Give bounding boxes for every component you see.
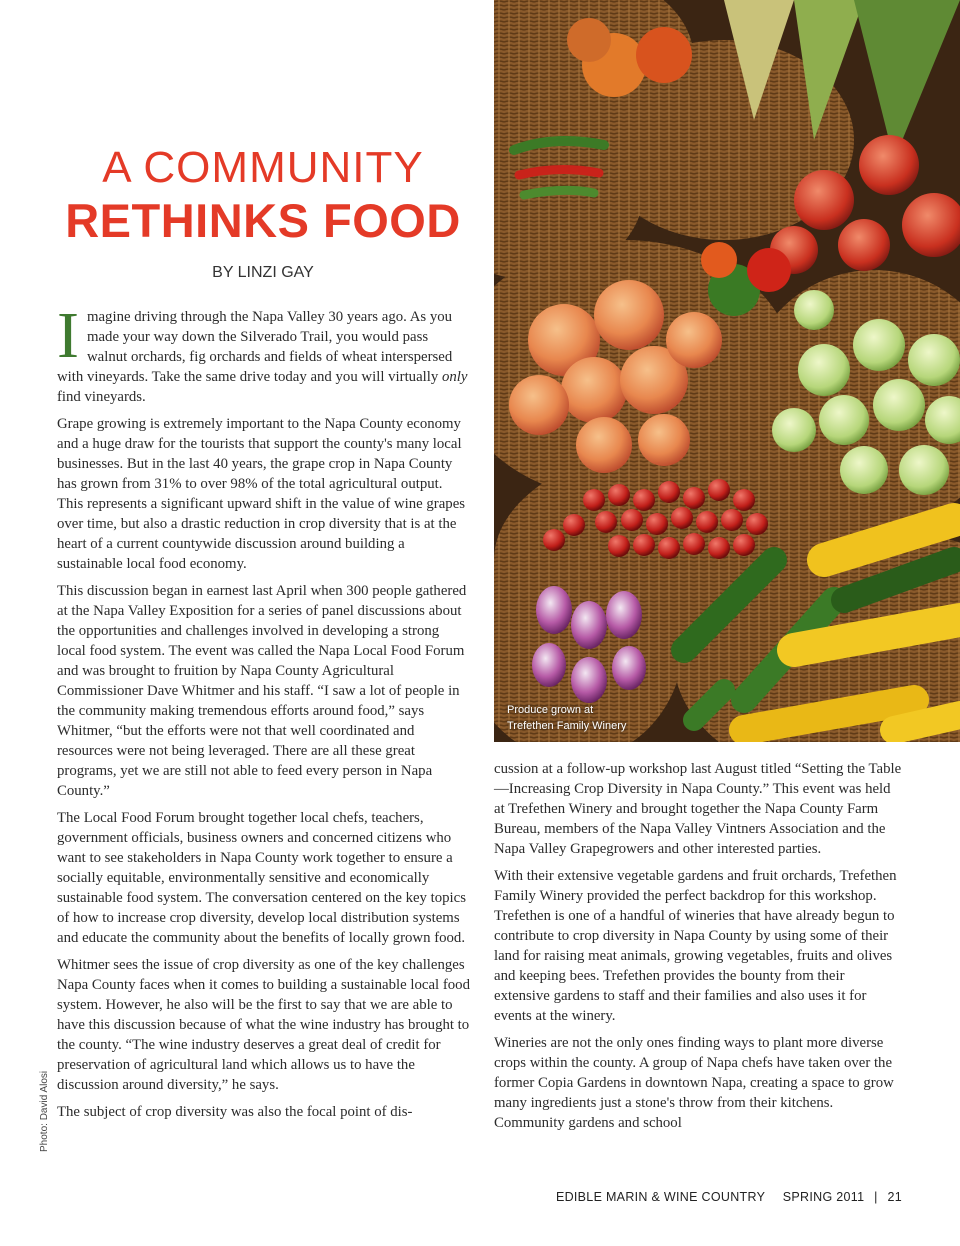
paragraph-1 (57, 299, 471, 407)
article-column-left (57, 299, 471, 1129)
paragraph-8: With their extensive vegetable gardens and fruit orchards, Trefethen Family Winery provided the perfect backdrop for this workshop. Trefethen is one of a handful of wineries that have already begun to contribute to crop diversity in Napa County by using some of their land for raising meat animals, growing vegetables, fruits and olives and keeping bees. Trefethen provides the bounty from their extensive gardens to staff and their families and also uses it for events at the winery. (494, 868, 897, 1024)
photo-caption-line-2: Trefethen Family Winery (507, 720, 627, 732)
paragraph-1-text-a: magine driving through the Napa Valley 30 years ago. As you made your way down the Silverado Trail, you would pass walnut orchards, fig orchards and fields of wheat interspersed with vineyards. Take the same drive today and you will virtually (57, 309, 453, 385)
paragraph-9: Wineries are not the only ones finding ways to plant more diverse crops within the county. A group of Napa chefs have taken over the former Copia Gardens in downtown Napa, creating a space to grow many ingredients just a stone's throw from their kitchens. Community gardens and school (494, 1035, 894, 1131)
headline-line-2: RETHINKS FOOD (65, 194, 461, 247)
photo-credit: Photo: David Alosi (39, 1070, 50, 1152)
paragraph-2: Grape growing is extremely important to the Napa County economy and a huge draw for the tourists that support the county's many local businesses. But in the last 40 years, the grape crop in Napa County has grown from 31% to over 98% of the total agricultural output. This represents a significant upward shift in the value of wine grapes over time, but also a drastic reduction in crop diversity that is at the heart of a current countywide discussion around building a sustainable local food economy. (57, 416, 466, 572)
article-column-right (494, 759, 904, 1140)
photo-caption (507, 702, 626, 734)
footer-publication: EDIBLE MARIN & WINE COUNTRY (555, 1190, 765, 1204)
paragraph-6: The subject of crop diversity was also the focal point of dis- (57, 1104, 413, 1120)
paragraph-4: The Local Food Forum brought together local chefs, teachers, government officials, business owners and concerned citizens who want to see stakeholders in Napa County work together to ensure a socially equitable, environmentally sensitive and economically sustainable food system. The conversation centered on the key topics of how to increase crop diversity, develop local distribution systems and educate the community about the benefits of locally grown food. (57, 810, 466, 946)
paragraph-3: This discussion began in earnest last April when 300 people gathered at the Napa Valley Exposition for a series of panel discussions about the opportunities and challenges involved in developing a strong local food system. The event was called the Napa Local Food Forum and was brought to fruition by Napa County Agricultural Commissioner Dave Whitmer and his staff. “I saw a lot of people in the community making tremendous efforts around food,” says Whitmer, “but the efforts were not that well coordinated and resources were not being leveraged. There are all these great programs, yet we are still not able to feed every person in Napa County.” (57, 583, 467, 799)
paragraph-1-emphasis: only (441, 369, 468, 385)
produce-illustration (494, 0, 960, 742)
produce-photo (494, 0, 960, 742)
footer-page-number: 21 (887, 1190, 902, 1204)
photo-caption-line-1: Produce grown at (507, 704, 594, 716)
drop-cap: I (57, 299, 79, 372)
paragraph-5: Whitmer sees the issue of crop diversity as one of the key challenges Napa County faces when it comes to building a sustainable local food system. However, he also will be the first to say that we are able to have this discussion because of what the wine industry has brought to the county. “The wine industry deserves a great deal of credit for preservation of agricultural land which allows us to have the discussion around diversity,” he says. (57, 957, 470, 1093)
footer-separator: | (874, 1190, 878, 1204)
paragraph-7: cussion at a follow-up workshop last August titled “Setting the Table—Increasing Crop Diversity in Napa County.” This event was held at Trefethen Winery and brought together the Napa County Farm Bureau, members of the Napa Valley Vintners Association and the Napa Valley Grapegrowers and other interested parties. (494, 761, 902, 857)
byline: BY LINZI GAY (212, 264, 314, 281)
headline-line-1: A COMMUNITY (102, 143, 424, 192)
paragraph-1-text-b: find vineyards. (57, 389, 146, 405)
footer-issue: SPRING 2011 (782, 1190, 865, 1204)
page-footer (556, 1190, 902, 1204)
